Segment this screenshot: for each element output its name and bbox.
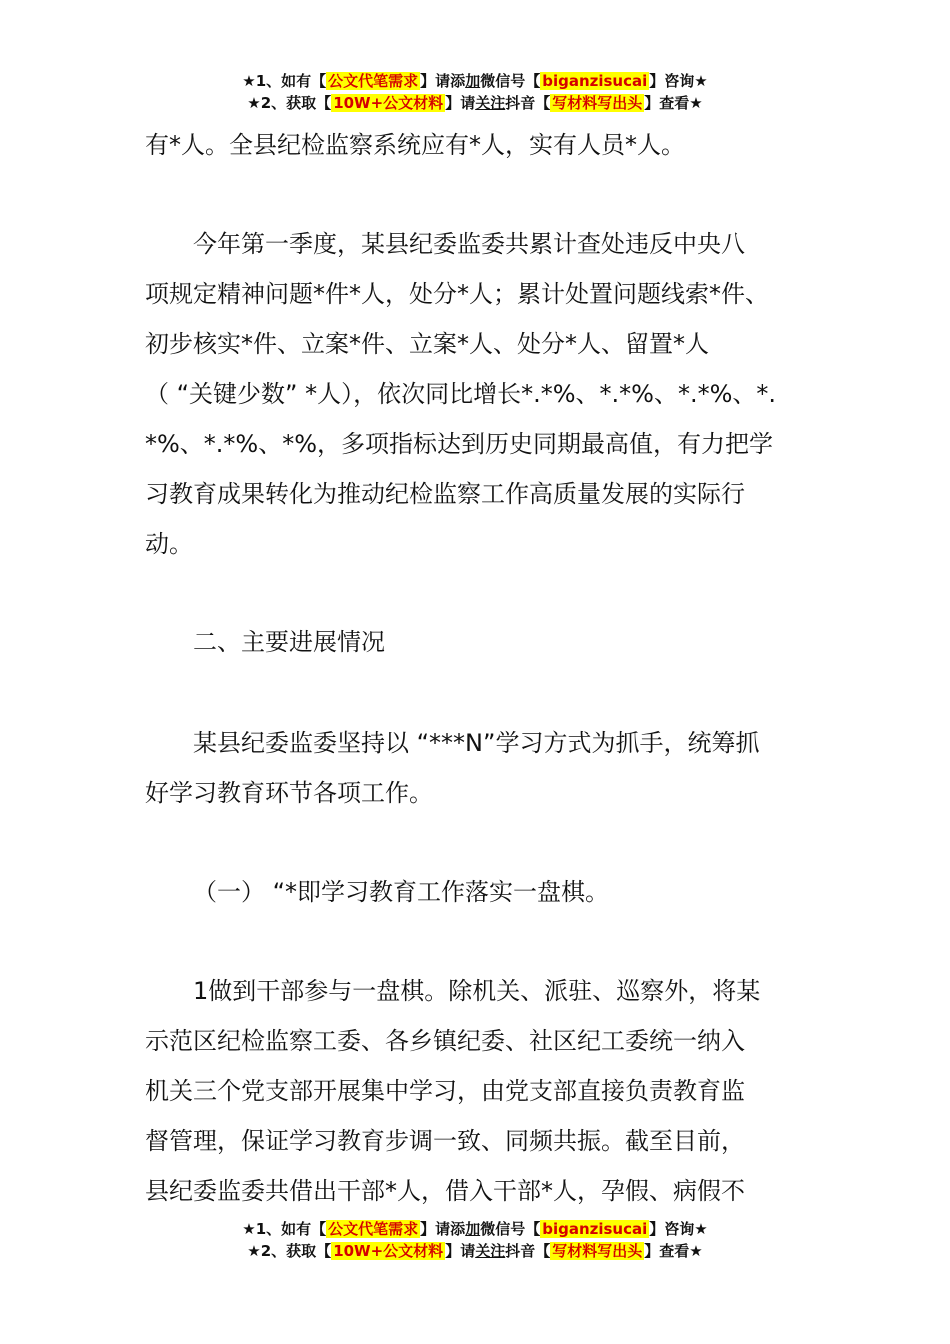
banner-line-1: [0, 1218, 950, 1240]
banner-line-1: [0, 70, 950, 92]
banner-text: 】咨询★: [649, 1220, 708, 1238]
banner-text: 微信号【: [480, 72, 541, 90]
highlight-link[interactable]: biganzisucai: [542, 72, 648, 90]
paragraph-line: 某县纪委监委坚持以 “***N”学习方式为抓手，统筹抓: [193, 729, 760, 757]
paragraph-line: 好学习教育环节各项工作。: [145, 779, 433, 807]
banner-text: 关注: [475, 1242, 506, 1260]
bottom-banner: [0, 1218, 950, 1262]
banner-text: 】查看★: [644, 1242, 703, 1260]
banner-text: 】咨询★: [649, 72, 708, 90]
banner-text: 】请添: [420, 72, 466, 90]
subsection-heading: （一） “*即学习教育工作落实一盘棋。: [193, 878, 610, 906]
top-banner: [0, 70, 950, 114]
paragraph-line: 动。: [145, 530, 193, 558]
paragraph-line: 习教育成果转化为推动纪检监察工作高质量发展的实际行: [145, 480, 745, 508]
banner-text: 关注: [475, 94, 506, 112]
banner-text: 】请添: [420, 1220, 466, 1238]
highlight-link[interactable]: 公文代笔需求: [328, 72, 419, 90]
highlight-link[interactable]: 写材料写出头: [552, 94, 643, 112]
paragraph-line: 示范区纪检监察工委、各乡镇纪委、社区纪工委统一纳入: [145, 1027, 745, 1055]
banner-line-2: [0, 92, 950, 114]
paragraph-line: 督管理，保证学习教育步调一致、同频共振。截至目前，: [145, 1127, 745, 1155]
paragraph-line: （ “关键少数” *人），依次同比增长*.*%、*.*%、*.*%、*.: [145, 380, 777, 408]
banner-text: ★2、获取【: [247, 1242, 332, 1260]
banner-text: ★1、如有【: [242, 72, 327, 90]
paragraph-line: 机关三个党支部开展集中学习，由党支部直接负责教育监: [145, 1077, 745, 1105]
banner-text: 】请: [445, 1242, 476, 1260]
paragraph-line: 县纪委监委共借出干部*人，借入干部*人，孕假、病假不: [145, 1177, 745, 1205]
banner-text: 】查看★: [644, 94, 703, 112]
banner-text: 加: [465, 72, 481, 90]
highlight-link[interactable]: 10W+公文材料: [333, 1242, 444, 1260]
banner-text: 微信号【: [480, 1220, 541, 1238]
section-heading: 二、主要进展情况: [193, 628, 385, 656]
paragraph-line: 有*人。全县纪检监察系统应有*人，实有人员*人。: [145, 131, 685, 159]
paragraph-line: *%、*.*%、*%，多项指标达到历史同期最高值，有力把学: [145, 430, 774, 458]
banner-text: 加: [465, 1220, 481, 1238]
highlight-link[interactable]: 10W+公文材料: [333, 94, 444, 112]
highlight-link[interactable]: biganzisucai: [542, 1220, 648, 1238]
banner-text: ★2、获取【: [247, 94, 332, 112]
banner-text: 抖音【: [505, 94, 551, 112]
paragraph-line: 项规定精神问题*件*人，处分*人；累计处置问题线索*件、: [145, 280, 769, 308]
banner-text: 】请: [445, 94, 476, 112]
banner-text: 抖音【: [505, 1242, 551, 1260]
paragraph-line: 今年第一季度，某县纪委监委共累计查处违反中央八: [193, 230, 745, 258]
highlight-link[interactable]: 公文代笔需求: [328, 1220, 419, 1238]
banner-line-2: [0, 1240, 950, 1262]
paragraph-line: 1做到干部参与一盘棋。除机关、派驻、巡察外，将某: [193, 977, 761, 1005]
highlight-link[interactable]: 写材料写出头: [552, 1242, 643, 1260]
paragraph-line: 初步核实*件、立案*件、立案*人、处分*人、留置*人: [145, 330, 709, 358]
banner-text: ★1、如有【: [242, 1220, 327, 1238]
